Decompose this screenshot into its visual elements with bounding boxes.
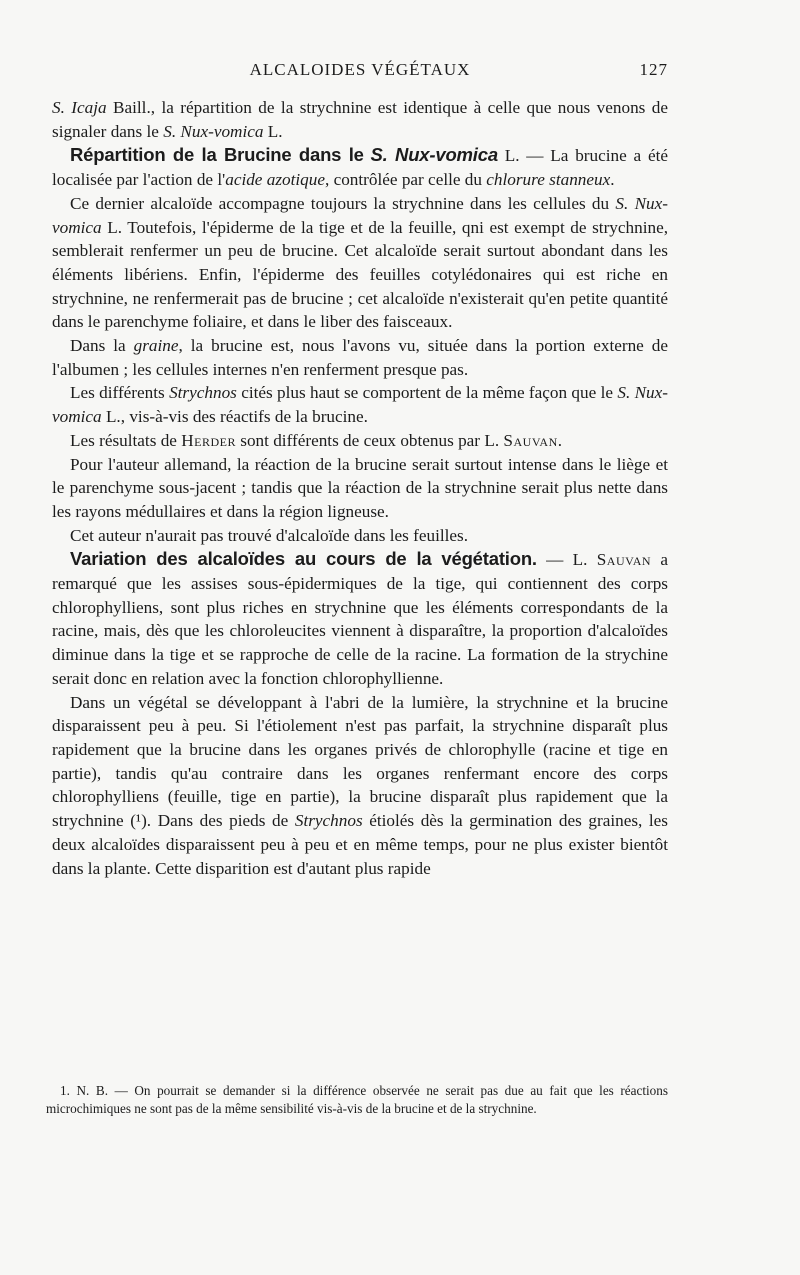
- running-header: [52, 60, 668, 84]
- paragraph-leaves: Cet auteur n'aurait pas trouvé d'alcaloïde dans les feuilles.: [70, 525, 469, 545]
- paragraph-etiolation: Dans un végétal se développant à l'abri de la lumière, la strychnine et la brucine disparaissent peu à peu. Si l'étiolement n'est pas parfait, la strychnine disparaît plus rapidement que la brucine dans les organes privés de chlorophylle (racine et tige en partie), tandis qu'au contraire dans les organes renfermant encore des corps chlorophylliens (feuille, tige en partie), la brucine disparaît plus rapidement que la strychnine (¹). Dans des pieds de Strychnos étiolés dès la germination des graines, les deux alcaloïdes disparaissent peu à peu et en même temps, pour ne plus exister bientôt dans la plante. Cette disparition est d'autant plus rapide: [52, 692, 668, 878]
- species-name: S. Nux-vomica: [163, 121, 264, 141]
- author-name: Sauvan: [503, 430, 558, 450]
- section-heading-variation: Variation des alcaloïdes au cours de la végétation.: [70, 548, 537, 570]
- paragraph-variation: Variation des alcaloïdes au cours de la végétation. — L. Sauvan a remarqué que les assises sous-épidermiques de la tige, qui contiennent des corps chlorophylliens, sont plus riches en strychnine que les éléments correspondants de la racine, mais, dès que les chloroleucites viennent à disparaître, la proportion d'alcaloïdes diminue dans la tige et se rapproche de celle de la racine. La formation de la strychine serait donc en relation avec la fonction chlorophyllienne.: [52, 548, 668, 688]
- footnote-text: 1. N. B. — On pourrait se demander si la différence observée ne serait pas due au fait que les réactions microchimiques ne sont pas de la même sensibilité vis-à-vis de la brucine et de la strychnine.: [46, 1083, 668, 1116]
- genus-name: Strychnos: [294, 811, 363, 831]
- paragraph-results: Les résultats de Herder sont différents de ceux obtenus par L. Sauvan.: [70, 430, 563, 450]
- main-text: [52, 96, 668, 880]
- footnote-marker: 1. N. B.: [60, 1083, 108, 1098]
- author-name: Sauvan: [596, 550, 652, 570]
- species-name: S. Icaja: [52, 98, 107, 117]
- author-name: Herder: [181, 430, 236, 450]
- paragraph-german-author: Pour l'auteur allemand, la réaction de la brucine serait surtout intense dans le liège et le parenchyme sous-jacent ; tandis que la réaction de la strychnine serait plus nette dans les rayons médullaires et dans la région ligneuse.: [52, 454, 668, 521]
- footnote-reference: ¹: [135, 811, 142, 831]
- reagent-name: acide azotique: [225, 170, 325, 190]
- paragraph-s-icaja: S. Icaja Baill., la répartition de la strychnine est identique à celle que nous venons de signaler dans le S. Nux-vomica L.: [52, 98, 668, 141]
- page-number: 127: [639, 60, 668, 79]
- section-heading-brucine: Répartition de la Brucine dans le: [70, 144, 364, 166]
- reagent-name: chlorure stanneux: [486, 170, 611, 190]
- paragraph-seed: Dans la graine, la brucine est, nous l'avons vu, située dans la portion externe de l'albumen ; les cellules internes n'en renferment presque pas.: [52, 336, 668, 379]
- genus-name: Strychnos: [169, 383, 237, 403]
- species-name: S. Nux-vomica: [52, 193, 668, 237]
- species-name: S. Nux-vomica: [52, 383, 668, 427]
- emphasis-graine: graine: [133, 336, 179, 356]
- heading-species: S. Nux-vomica: [370, 144, 498, 166]
- footnote: [46, 1082, 668, 1118]
- paragraph-strychnos: Les différents Strychnos cités plus haut se comportent de la même façon que le S. Nux-vomica L., vis-à-vis des réactifs de la brucine.: [52, 383, 668, 427]
- paragraph-alkaloid-cells: Ce dernier alcaloïde accompagne toujours la strychnine dans les cellules du S. Nux-vomica L. Toutefois, l'épiderme de la tige et de la feuille, qni est exempt de strychnine, semblerait renfermer un peu de brucine. Cet alcaloïde serait surtout abondant dans les éléments libériens. Enfin, l'épiderme des feuilles cotylédonaires qui est riche en strychnine, ne renfermerait pas de brucine ; cet alcaloïde n'existerait qu'en petite quantité dans le parenchyme foliaire, et dans le liber des faisceaux.: [52, 193, 668, 332]
- running-title: ALCALOIDES VÉGÉTAUX: [249, 60, 471, 79]
- paragraph-brucine-distribution: Répartition de la Brucine dans le S. Nux-vomica L. — La brucine a été localisée par l'action de l'acide azotique, contrôlée par celle du chlorure stanneux.: [52, 144, 668, 190]
